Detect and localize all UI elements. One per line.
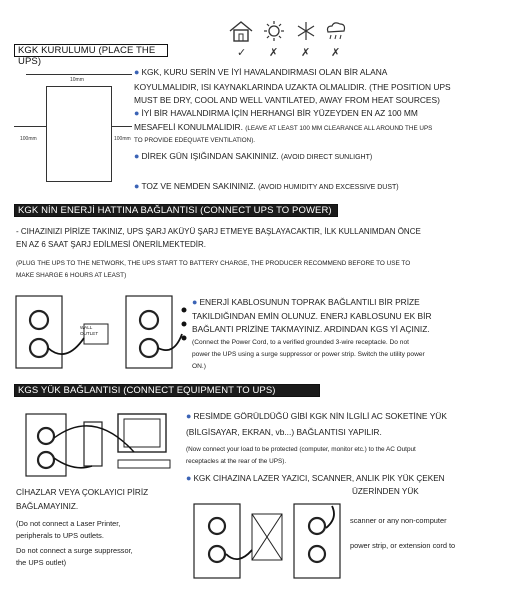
s2-right-4: (Connect the Power Cord, to a verified grounded 3-wire receptacle. Do not bbox=[192, 339, 409, 346]
s3-right-1: ● RESİMDE GÖRÜLDÜĞÜ GİBİ KGK NİN İLGİLİ AC SOKETİNE YÜK bbox=[186, 411, 447, 421]
section-1-title: KGK KURULUMU (PLACE THE UPS) bbox=[18, 45, 156, 67]
bullet-icon: ● bbox=[186, 473, 192, 483]
bullet-icon: ● bbox=[134, 151, 140, 161]
s2-line-2: EN AZ 6 SAAT ŞARJ EDİLMESİ ÖNERİLMEKTEDİR. bbox=[16, 240, 206, 249]
clearance-top-label: 10mm bbox=[70, 77, 84, 83]
s3-right-5: ● KGK CIHAZINA LAZER YAZICI, SCANNER, ANLIK PİK YÜK ÇEKEN bbox=[186, 473, 445, 483]
wall-right bbox=[112, 126, 132, 127]
s2-line-3: (PLUG THE UPS TO THE NETWORK, THE UPS START TO BATTERY CHARGE, THE PRODUCER RECOMMEND BEFORE TO USE TO bbox=[16, 260, 411, 267]
s3-side-1: scanner or any non-computer bbox=[350, 516, 447, 525]
section-2-title: KGK NİN ENERJİ HATTINA BAĞLANTISI (CONNECT UPS TO POWER) bbox=[18, 205, 332, 216]
s1-line-1: ● KGK, KURU SERİN VE İYİ HAVALANDIRMASI OLAN BİR ALANA bbox=[134, 67, 388, 77]
s2-right-1: ● ENERJİ KABLOSUNUN TOPRAK BAĞLANTILI BİR PRİZE bbox=[192, 297, 420, 307]
clearance-diagram bbox=[14, 72, 132, 192]
s1-line-3: MUST BE DRY, COOL AND WELL VANTILATED, AWAY FROM HEAT SOURCES) bbox=[134, 95, 440, 105]
s3-left-4: peripherals to UPS outlets. bbox=[16, 531, 104, 540]
wall-outlet-label: WALL OUTLET bbox=[80, 325, 99, 336]
wall-left bbox=[14, 126, 46, 127]
bullet-icon: ● bbox=[134, 67, 140, 77]
check-icon: ✓ bbox=[237, 47, 247, 59]
wall-top bbox=[26, 74, 132, 75]
s1-line-5-en: (LEAVE AT LEAST 100 MM CLEARANCE ALL AROUND THE UPS bbox=[245, 125, 433, 132]
s3-left-1: CİHAZLAR VEYA ÇOKLAYICI PİRİZ bbox=[16, 488, 149, 497]
bullet-icon: ● bbox=[134, 108, 140, 118]
cross-icon-3: ✗ bbox=[331, 47, 341, 59]
s2-right-2: TAKILDIĞINDAN EMİN OLUNUZ. ENERJ KABLOSUNU EK BİR bbox=[192, 311, 432, 321]
section-1-header bbox=[14, 44, 168, 67]
bullet-icon: ● bbox=[134, 181, 140, 191]
forbidden-connection-diagram bbox=[192, 500, 342, 582]
equipment-connection-diagram bbox=[14, 408, 186, 478]
s3-right-4: receptacles at the rear of the UPS). bbox=[186, 458, 287, 465]
s3-left-6: the UPS outlet) bbox=[16, 558, 67, 567]
s1-line-6: TO PROVIDE EDEQUATE VENTILATION). bbox=[134, 137, 256, 144]
environment-icons bbox=[228, 20, 348, 64]
s1-line-5: MESAFELİ KONULMALIDIR. (LEAVE AT LEAST 100 MM CLEARANCE ALL AROUND THE UPS bbox=[134, 122, 433, 132]
s1-line-7: ● DİREK GÜN IŞIĞINDAN SAKININIZ. (AVOID DIRECT SUNLIGHT) bbox=[134, 151, 373, 161]
s2-right-5: power the UPS using a surge suppressor or power strip. Switch the utility power bbox=[192, 351, 425, 358]
s1-line-2: KOYULMALIDIR, ISI KAYNAKLARINDA UZAKTA OLMALIDIR. (THE POSITION UPS bbox=[134, 82, 451, 92]
s2-line-4: MAKE SHARGE 6 HOURS AT LEAST) bbox=[16, 272, 127, 279]
house-icon bbox=[228, 20, 254, 42]
snowflake-icon bbox=[294, 20, 318, 42]
rain-cloud-icon bbox=[324, 20, 348, 42]
s3-right-3: (Now connect your load to be protected (computer, monitor etc.) to the AC Output bbox=[186, 446, 416, 453]
s3-side-2: power strip, or extension cord to bbox=[350, 541, 456, 550]
ups-box bbox=[46, 86, 112, 182]
clearance-left-label: 100mm bbox=[20, 136, 37, 142]
s2-right-3: BAĞLANTI PRİZİNE TAKMAYINIZ. ARDINDAN KGS Yİ AÇINIZ. bbox=[192, 324, 430, 334]
sun-icon bbox=[262, 20, 286, 42]
s1-line-8: ● TOZ VE NEMDEN SAKININIZ. (AVOID HUMIDITY AND EXCESSIVE DUST) bbox=[134, 181, 399, 191]
cross-icon-2: ✗ bbox=[301, 47, 311, 59]
bullet-icon: ● bbox=[186, 411, 192, 421]
s3-left-3: (Do not connect a Laser Printer, bbox=[16, 519, 121, 528]
clearance-right-label: 100mm bbox=[114, 136, 131, 142]
s3-right-2: (BİLGİSAYAR, EKRAN, vb...) BAĞLANTISI YAPILIR. bbox=[186, 427, 382, 437]
s2-line-1: - CIHAZINIZI PİRİZE TAKINIZ, UPS ŞARJ AKÜYÜ ŞARJ ETMEYE BAŞLAYACAKTIR, İLK KULLANIMDAN ÖNCE bbox=[16, 227, 421, 236]
section-3-title: KGS YÜK BAĞLANTISI (CONNECT EQUIPMENT TO UPS) bbox=[18, 385, 276, 396]
bullet-icon: ● bbox=[192, 297, 198, 307]
s2-right-6: ON.) bbox=[192, 363, 206, 370]
s3-left-5: Do not connect a surge suppressor, bbox=[16, 546, 133, 555]
s1-line-7-en: (AVOID DIRECT SUNLIGHT) bbox=[281, 154, 373, 161]
section-3-header bbox=[14, 384, 320, 397]
s3-left-2: BAĞLAMAYINIZ. bbox=[16, 502, 79, 511]
s3-right-6: ÜZERİNDEN YÜK bbox=[352, 487, 419, 496]
section-2-header bbox=[14, 204, 338, 217]
s1-line-4: ● İYİ BİR HAVALNDIRMA İÇİN HERHANGİ BİR YÜZEYDEN EN AZ 100 MM bbox=[134, 108, 418, 118]
s1-line-8-en: (AVOID HUMIDITY AND EXCESSIVE DUST) bbox=[258, 184, 399, 191]
cross-icon-1: ✗ bbox=[269, 47, 279, 59]
